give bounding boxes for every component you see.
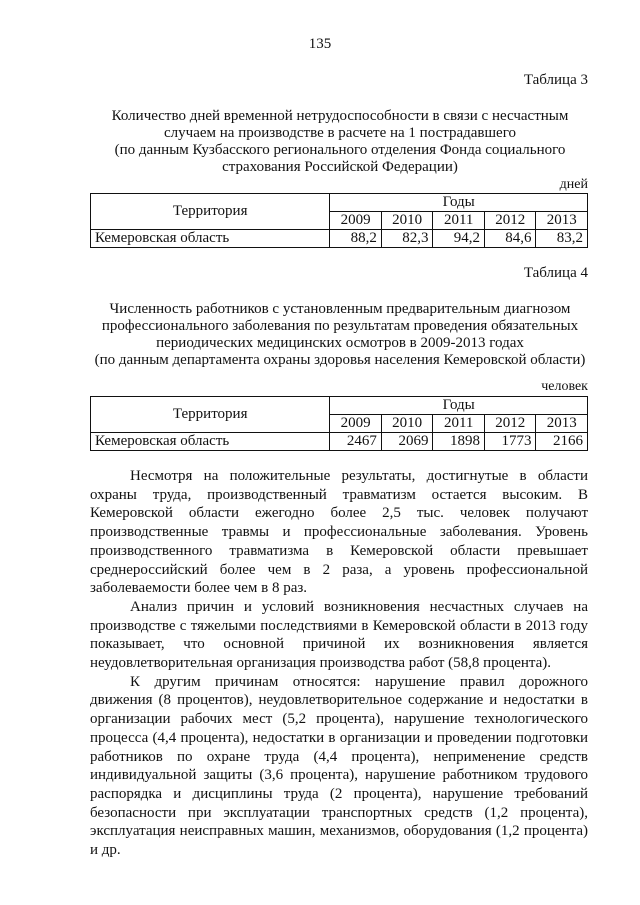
value-cell: 83,2	[536, 230, 588, 248]
row-name: Кемеровская область	[91, 433, 330, 451]
year-cell: 2011	[433, 415, 485, 433]
value-cell: 82,3	[381, 230, 433, 248]
table4-caption-line: профессионального заболевания по результатам проведения обязательных	[101, 318, 579, 334]
table4	[90, 396, 588, 451]
value-cell: 84,6	[484, 230, 536, 248]
value-cell: 94,2	[433, 230, 485, 248]
table4-caption-line: периодических медицинских осмотров в 2009-2013 годах	[156, 335, 524, 351]
year-cell: 2009	[330, 415, 382, 433]
paragraph: Анализ причин и условий возникновения несчастных случаев на производстве с тяжелыми последствиями в Кемеровской области в 2013 году показывает, что основной причиной их возникновения является неудовлетворительная организация производства работ (58,8 процента).	[90, 598, 588, 672]
value-cell: 1898	[433, 433, 485, 451]
value-cell: 2467	[330, 433, 382, 451]
table4-caption	[90, 301, 590, 369]
year-cell: 2012	[484, 415, 536, 433]
page-number: 135	[308, 36, 332, 52]
territory-header: Территория	[91, 397, 330, 433]
table4-label: Таблица 4	[523, 265, 588, 281]
table3-caption-line: случаем на производстве в расчете на 1 пострадавшего	[164, 125, 516, 141]
value-cell: 2166	[536, 433, 588, 451]
year-cell: 2011	[433, 212, 485, 230]
table3-caption-line: Количество дней временной нетрудоспособности в связи с несчастным	[111, 108, 569, 124]
value-cell: 2069	[381, 433, 433, 451]
territory-header: Территория	[91, 194, 330, 230]
table3	[90, 193, 588, 248]
value-cell: 88,2	[330, 230, 382, 248]
year-cell: 2013	[536, 415, 588, 433]
body-text	[90, 467, 588, 860]
table4-unit: человек	[541, 379, 588, 394]
year-cell: 2009	[330, 212, 382, 230]
year-cell: 2012	[484, 212, 536, 230]
table-row	[91, 433, 588, 451]
row-name: Кемеровская область	[91, 230, 330, 248]
year-cell: 2013	[536, 212, 588, 230]
year-cell: 2010	[381, 415, 433, 433]
table3-caption-line: (по данным Кузбасского регионального отделения Фонда социального	[114, 142, 566, 158]
paragraph: Несмотря на положительные результаты, достигнутые в области охраны труда, производственный травматизм остается высоким. В Кемеровской области ежегодно более 2,5 тыс. человек получают производственные травмы и профессиональные заболевания. Уровень производственного травматизма в Кемеровской области превышает среднероссийский более чем в 2 раза, а уровень профессиональной заболеваемости более чем в 8 раз.	[90, 468, 588, 597]
years-header: Годы	[330, 194, 588, 212]
paragraph: К другим причинам относятся: нарушение правил дорожного движения (8 процентов), неудовлетворительное содержание и недостатки в организации рабочих мест (5,2 процента), нарушение технологического процесса (4,4 процента), недостатки в организации и проведении подготовки работников по охране труда (4,4 процента), неприменение средств индивидуальной защиты (3,6 процента), нарушение работником трудового распорядка и дисциплины труда (2 процента), нарушение требований безопасности при эксплуатации транспортных средств (1,2 процента), эксплуатация неисправных машин, механизмов, оборудования (1,2 процента) и др.	[90, 673, 588, 859]
table3-caption	[90, 108, 590, 176]
table4-caption-line: (по данным департамента охраны здоровья населения Кемеровской области)	[94, 352, 586, 368]
table3-label: Таблица 3	[523, 72, 588, 88]
table3-caption-line: страхования Российской Федерации)	[222, 159, 458, 175]
table4-caption-line: Численность работников с установленным предварительным диагнозом	[109, 301, 571, 317]
table-header-row	[91, 397, 588, 415]
years-header: Годы	[330, 397, 588, 415]
table3-unit: дней	[559, 177, 588, 192]
table-row	[91, 230, 588, 248]
value-cell: 1773	[484, 433, 536, 451]
table-header-row	[91, 194, 588, 212]
year-cell: 2010	[381, 212, 433, 230]
